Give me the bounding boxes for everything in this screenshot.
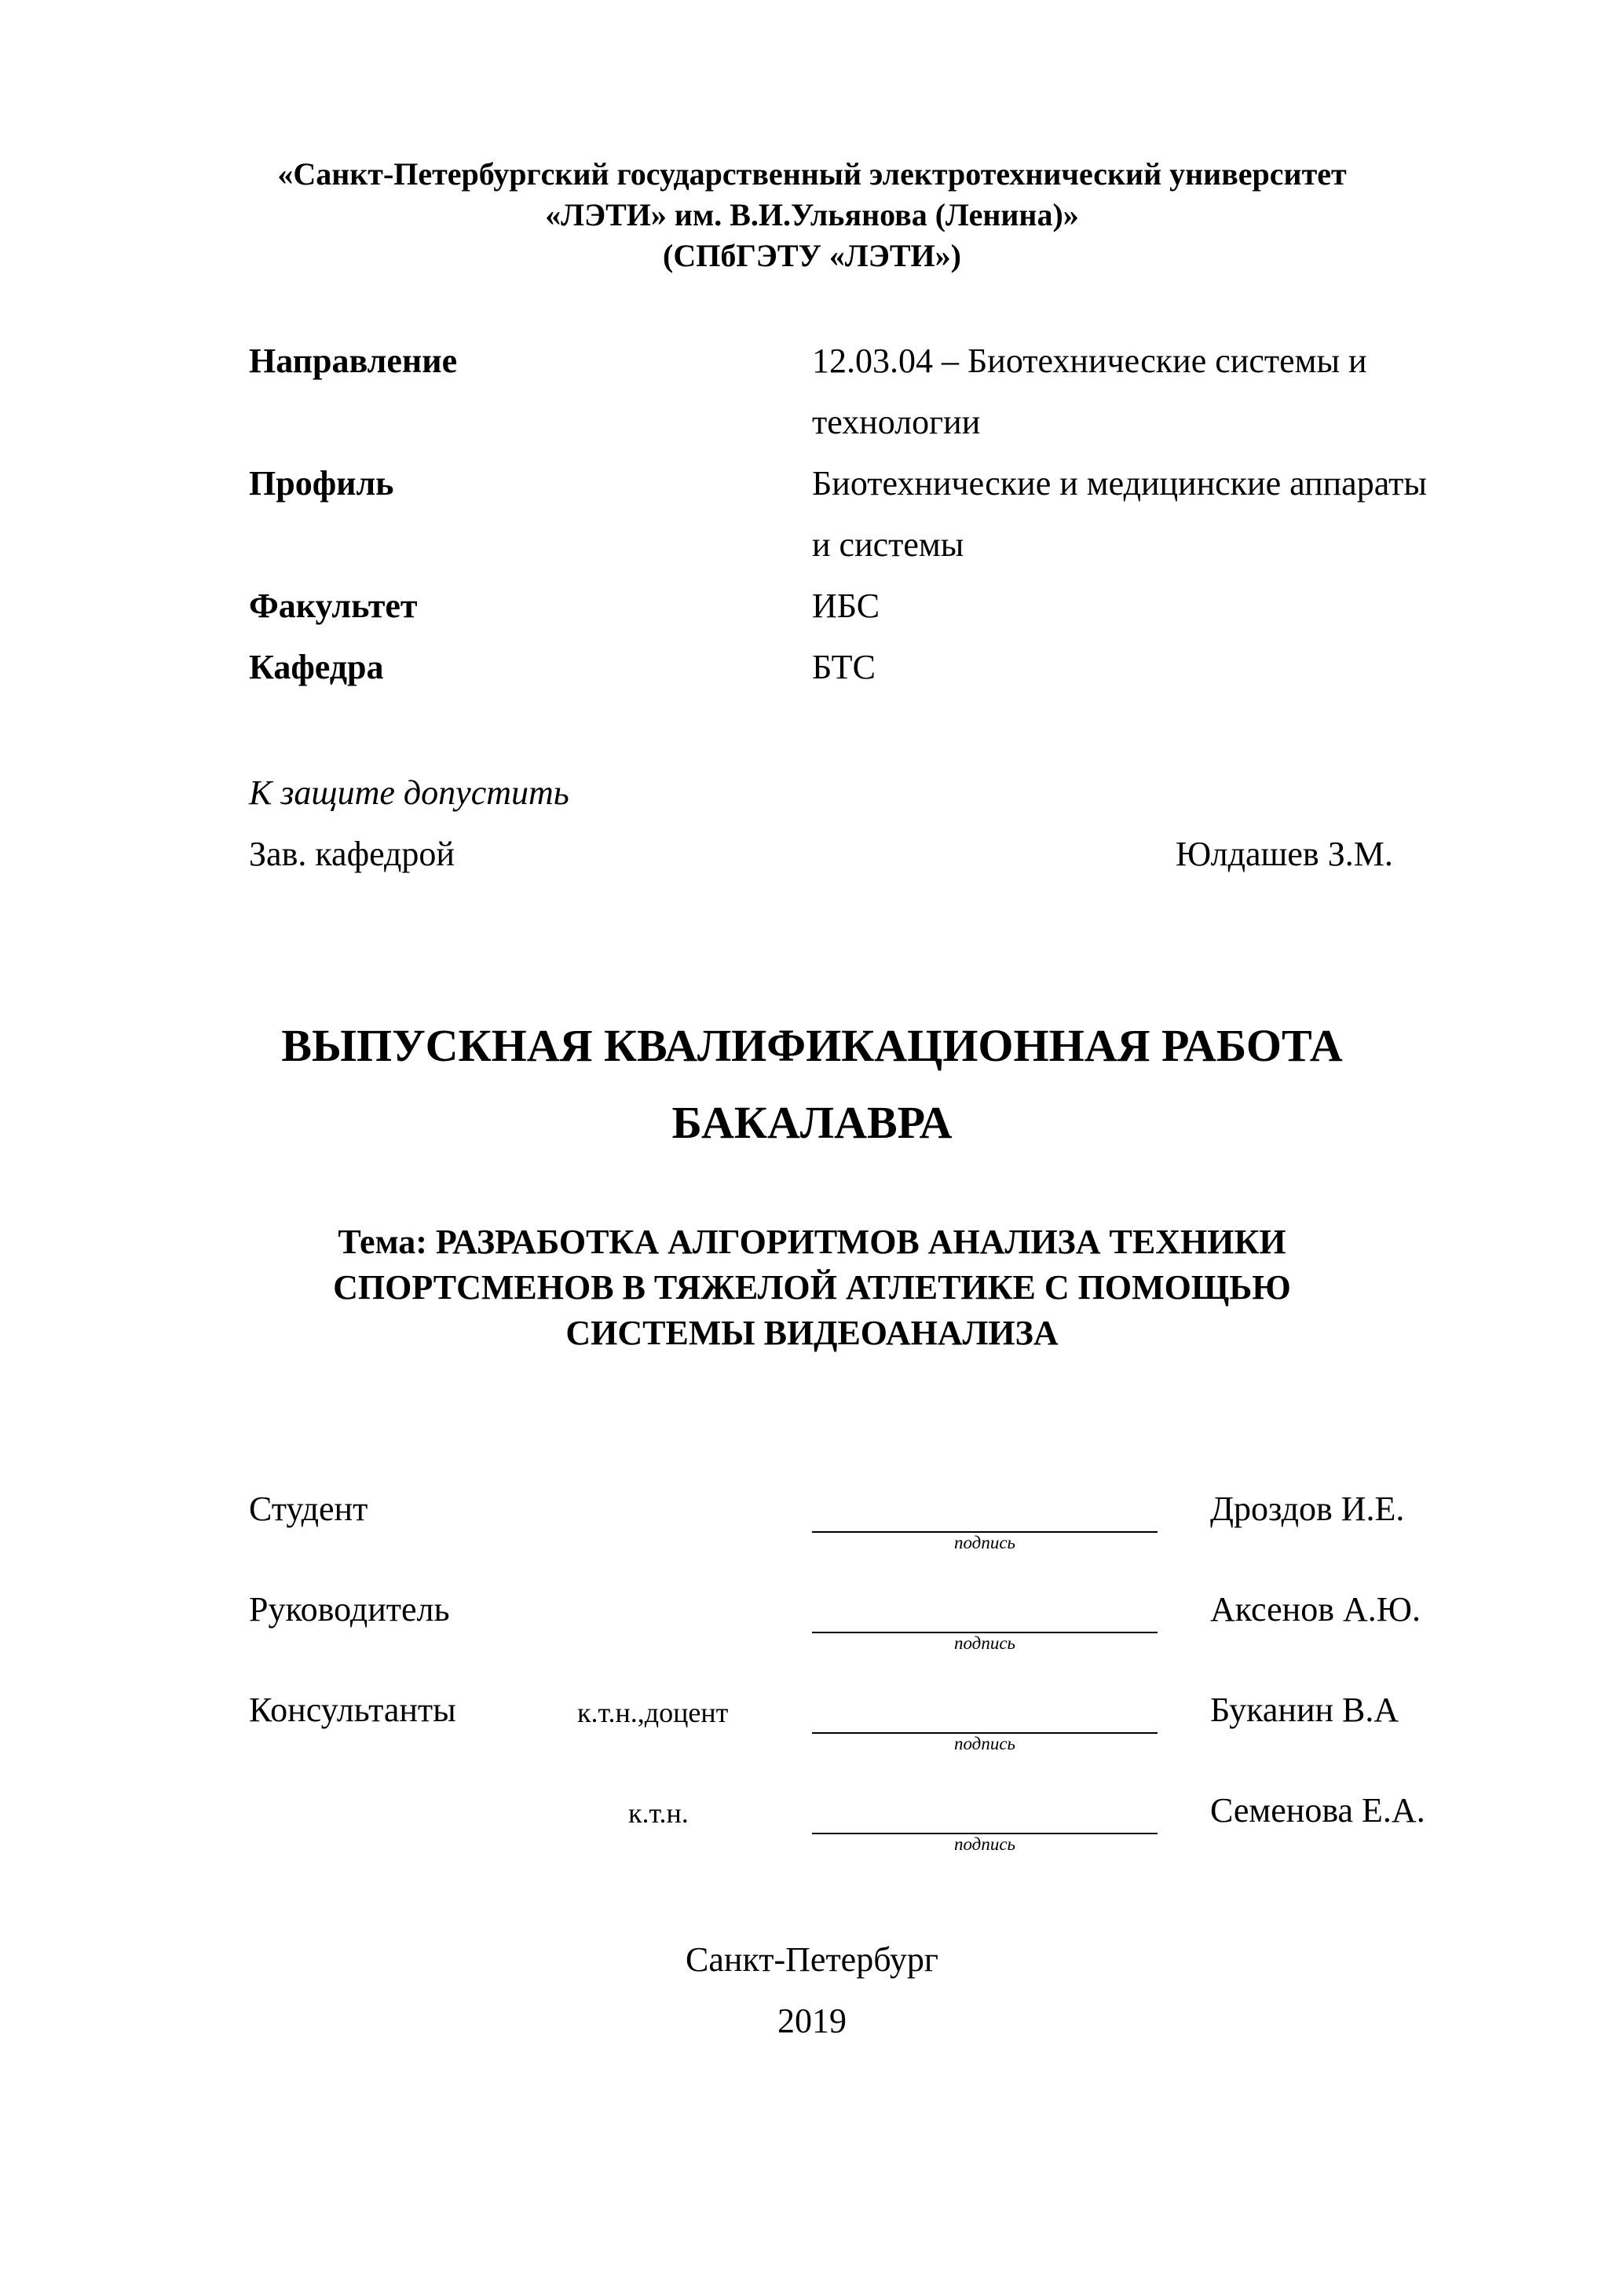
topic-line3: СИСТЕМЫ ВИДЕОАНАЛИЗА	[565, 1314, 1059, 1352]
profile-label: Профиль	[249, 464, 394, 503]
signature-person-name: Семенова Е.А.	[1210, 1791, 1425, 1830]
department-label: Кафедра	[249, 648, 384, 686]
signature-role: Руководитель	[249, 1590, 450, 1629]
signature-caption: подпись	[953, 1633, 1015, 1653]
university-name-line2: «ЛЭТИ» им. В.И.Ульянова (Ленина)»	[545, 197, 1079, 232]
department-value: БТС	[812, 648, 876, 686]
direction-label: Направление	[249, 342, 458, 380]
head-of-department-name: Юлдашев З.М.	[1176, 835, 1393, 873]
signature-caption: подпись	[953, 1834, 1015, 1854]
thesis-title-line1: ВЫПУСКНАЯ КВАЛИФИКАЦИОННАЯ РАБОТА	[281, 1020, 1343, 1071]
signature-role: Консультанты	[249, 1691, 456, 1729]
signature-caption: подпись	[953, 1533, 1015, 1552]
topic-line2: СПОРТСМЕНОВ В ТЯЖЕЛОЙ АТЛЕТИКЕ С ПОМОЩЬЮ	[333, 1268, 1291, 1307]
signature-degree: к.т.н.	[628, 1797, 689, 1829]
head-of-department-label: Зав. кафедрой	[249, 835, 455, 873]
university-abbreviation: (СПбГЭТУ «ЛЭТИ»)	[663, 238, 961, 273]
topic-line1: Тема: РАЗРАБОТКА АЛГОРИТМОВ АНАЛИЗА ТЕХНИКИ	[338, 1223, 1286, 1261]
signature-person-name: Дроздов И.Е.	[1210, 1490, 1405, 1528]
profile-value-line1: Биотехнические и медицинские аппараты	[812, 464, 1427, 503]
signature-person-name: Буканин В.А	[1210, 1691, 1399, 1729]
university-name-line1: «Санкт-Петербургский государственный электротехнический университет	[277, 156, 1347, 192]
direction-value-line2: технологии	[812, 403, 981, 441]
faculty-label: Факультет	[249, 587, 418, 625]
profile-value-line2: и системы	[812, 525, 964, 564]
signature-person-name: Аксенов А.Ю.	[1210, 1590, 1421, 1629]
footer-year: 2019	[777, 2002, 847, 2040]
faculty-value: ИБС	[812, 587, 880, 625]
admit-to-defense: К защите допустить	[249, 773, 569, 812]
signature-role: Студент	[249, 1490, 368, 1528]
signature-degree: к.т.н.,доцент	[577, 1697, 729, 1728]
thesis-title-line2: БАКАЛАВРА	[671, 1097, 953, 1148]
footer-city: Санкт-Петербург	[686, 1940, 938, 1979]
direction-value-line1: 12.03.04 – Биотехнические системы и	[812, 342, 1367, 380]
signature-caption: подпись	[953, 1734, 1015, 1753]
